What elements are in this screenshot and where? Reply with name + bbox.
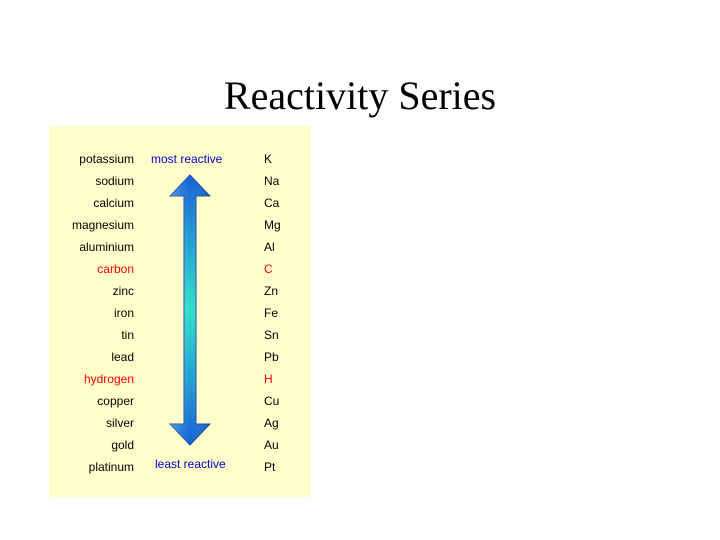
- element-name: zinc: [112, 284, 134, 298]
- element-name: silver: [105, 416, 134, 430]
- element-symbol: Fe: [264, 306, 279, 320]
- element-symbol: Pt: [264, 460, 276, 474]
- element-name: hydrogen: [83, 372, 134, 386]
- element-name: tin: [121, 328, 134, 342]
- element-name: potassium: [79, 152, 134, 166]
- element-symbol: Cu: [264, 394, 280, 408]
- element-symbol: Pb: [264, 350, 279, 364]
- element-symbol: Ag: [264, 416, 279, 430]
- least-reactive-label: least reactive: [155, 457, 226, 471]
- element-name: copper: [97, 394, 134, 408]
- element-symbol: Mg: [264, 218, 281, 232]
- element-name: lead: [111, 350, 134, 364]
- element-name: calcium: [93, 196, 134, 210]
- element-symbol: K: [264, 152, 273, 166]
- double-headed-arrow-icon: [169, 174, 211, 446]
- element-symbol: Al: [264, 240, 275, 254]
- element-name: platinum: [88, 460, 134, 474]
- element-symbol: Au: [264, 438, 279, 452]
- element-name: sodium: [95, 174, 134, 188]
- element-symbol: Ca: [264, 196, 280, 210]
- element-name: gold: [111, 438, 134, 452]
- reactivity-panel: [49, 126, 311, 497]
- element-symbol: Sn: [264, 328, 279, 342]
- arrow-shading: [170, 175, 210, 445]
- element-name: aluminium: [79, 240, 134, 254]
- element-name: iron: [113, 306, 134, 320]
- most-reactive-label: most reactive: [151, 152, 223, 166]
- slide-title: Reactivity Series: [223, 73, 497, 118]
- element-symbol: Zn: [264, 284, 279, 298]
- element-symbol: H: [264, 372, 273, 386]
- element-symbol: C: [264, 262, 273, 276]
- element-symbol: Na: [264, 174, 280, 188]
- element-name: carbon: [97, 262, 134, 276]
- element-name: magnesium: [71, 218, 134, 232]
